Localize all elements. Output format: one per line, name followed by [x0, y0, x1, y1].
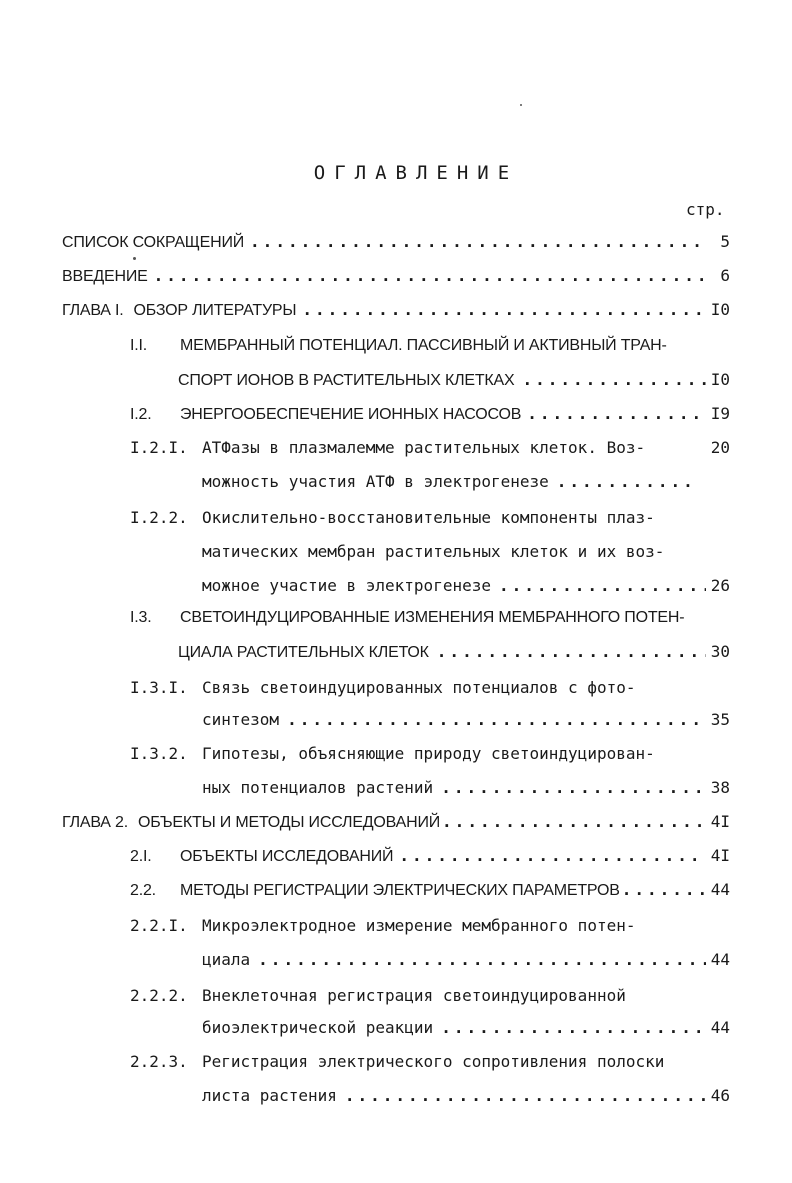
- toc-entry: [130, 878, 730, 902]
- toc-entry: [62, 264, 730, 288]
- scan-speck: [133, 257, 136, 260]
- toc-entry-continuation: [202, 776, 730, 800]
- leader-dots: [622, 878, 706, 902]
- toc-entry-number: 2.2.: [130, 882, 156, 899]
- toc-entry: [62, 810, 730, 834]
- toc-entry-title: ОБЪЕКТЫ И МЕТОДЫ ИССЛЕДОВАНИЙ: [137, 814, 441, 831]
- leader-dots: [437, 640, 706, 664]
- leader-dots: [399, 844, 706, 868]
- toc-entry-title-cont: ных потенциалов растений: [202, 778, 434, 797]
- scan-speck: [520, 104, 522, 106]
- toc-entry-page: 38: [710, 778, 730, 797]
- leader-dots: [499, 574, 706, 598]
- leader-dots: [441, 1016, 706, 1040]
- toc-entry: [130, 436, 730, 460]
- toc-entry: [62, 230, 730, 254]
- toc-entry-number: 2.I.: [130, 848, 152, 865]
- toc-entry: [130, 984, 690, 1008]
- toc-entry: [130, 914, 690, 938]
- toc-entry: [130, 334, 690, 358]
- toc-entry-title: Гипотезы, объясняющие природу светоиндуцирован-: [202, 744, 655, 763]
- leader-dots: [345, 1084, 706, 1108]
- toc-entry-page: 26: [710, 576, 730, 595]
- toc-entry-continuation: [202, 948, 730, 972]
- toc-entry: [130, 1050, 720, 1074]
- toc-entry-title-cont: можность участия АТФ в электрогенезе: [202, 472, 549, 491]
- toc-entry-title: Связь светоиндуцированных потенциалов с фото-: [202, 678, 636, 697]
- toc-entry-title: Окислительно-восстановительные компоненты плаз-: [202, 508, 655, 527]
- toc-entry-title: МЕМБРАННЫЙ ПОТЕНЦИАЛ. ПАССИВНЫЙ И АКТИВНЫЙ ТРАН-: [180, 337, 667, 354]
- leader-dots: [302, 298, 706, 322]
- toc-entry-page: 6: [720, 266, 730, 285]
- toc-entry-page: I9: [710, 404, 730, 423]
- toc-entry-number: 2.2.I.: [130, 916, 188, 935]
- leader-dots: [258, 948, 706, 972]
- toc-entry-title-cont: биоэлектрической реакции: [202, 1018, 434, 1037]
- toc-entry-number: I.2.: [130, 406, 152, 423]
- toc-entry-page: I0: [710, 370, 730, 389]
- leader-dots: [441, 776, 706, 800]
- toc-entry-title: МЕТОДЫ РЕГИСТРАЦИИ ЭЛЕКТРИЧЕСКИХ ПАРАМЕТРОВ: [180, 882, 620, 899]
- toc-entry-title-cont: можное участие в электрогенезе: [202, 576, 491, 595]
- toc-entry-continuation: [202, 1084, 730, 1108]
- toc-entry-title: Регистрация электрического сопротивления полоски: [202, 1052, 665, 1071]
- toc-entry-title: СПИСОК СОКРАЩЕНИЙ: [62, 234, 245, 251]
- toc-entry-page: 44: [710, 880, 730, 899]
- toc-entry: [130, 606, 690, 630]
- toc-entry-title-cont: ЦИАЛА РАСТИТЕЛЬНЫХ КЛЕТОК: [178, 644, 429, 661]
- toc-entry-continuation: [178, 368, 730, 392]
- toc-entry-title-cont: СПОРТ ИОНОВ В РАСТИТЕЛЬНЫХ КЛЕТКАХ: [178, 372, 515, 389]
- toc-entry-page: 4I: [710, 812, 730, 831]
- toc-entry-title-cont: циала: [202, 950, 251, 969]
- page-title: ОГЛАВЛЕНИЕ: [313, 162, 519, 184]
- toc-entry-number: I.I.: [130, 337, 147, 354]
- toc-entry-title: ЭНЕРГООБЕСПЕЧЕНИЕ ИОННЫХ НАСОСОВ: [180, 406, 522, 423]
- page-column-label: стр.: [686, 200, 725, 219]
- toc-entry-continuation: [202, 1016, 730, 1040]
- toc-entry-number: I.2.I.: [130, 438, 188, 457]
- leader-dots: [557, 470, 694, 494]
- leader-dots: [527, 402, 706, 426]
- toc-entry-continuation: [202, 470, 698, 494]
- toc-entry: [130, 676, 690, 700]
- toc-entry-title: Микроэлектродное измерение мембранного потен-: [202, 916, 636, 935]
- toc-entry: [130, 506, 704, 530]
- toc-entry-title-cont: матических мембран растительных клеток и их воз-: [202, 542, 665, 561]
- toc-entry-number: 2.2.3.: [130, 1052, 188, 1071]
- toc-entry-number: ГЛАВА I.: [62, 302, 124, 319]
- toc-entry-page: 4I: [710, 846, 730, 865]
- leader-dots: [442, 810, 706, 834]
- toc-entry: [130, 742, 704, 766]
- toc-entry: [130, 402, 730, 426]
- toc-entry: [62, 298, 730, 322]
- toc-entry-title: Внеклеточная регистрация светоиндуцированной: [202, 986, 626, 1005]
- toc-entry-page: I0: [710, 300, 730, 319]
- toc-entry-continuation: [202, 708, 730, 732]
- toc-entry-continuation: [202, 574, 730, 598]
- leader-dots: [522, 368, 706, 392]
- toc-entry-number: I.2.2.: [130, 508, 188, 527]
- toc-entry-title: СВЕТОИНДУЦИРОВАННЫЕ ИЗМЕНЕНИЯ МЕМБРАННОГО ПОТЕН-: [180, 609, 685, 626]
- toc-entry-page: 35: [710, 710, 730, 729]
- toc-entry-page: 30: [710, 642, 730, 661]
- toc-entry-page: 44: [710, 950, 730, 969]
- toc-entry-title: ОБЪЕКТЫ ИССЛЕДОВАНИЙ: [180, 848, 394, 865]
- toc-entry-number: I.3.: [130, 609, 152, 626]
- toc-entry: [130, 844, 730, 868]
- toc-entry-page: 46: [710, 1086, 730, 1105]
- toc-entry-page: 20: [710, 438, 730, 457]
- toc-entry-title: АТФазы в плазмалемме растительных клеток. Воз-: [202, 438, 646, 457]
- toc-entry-page: 44: [710, 1018, 730, 1037]
- leader-dots: [250, 230, 706, 254]
- toc-entry-continuation: [202, 540, 722, 564]
- toc-entry-title-cont: листа растения: [202, 1086, 337, 1105]
- toc-entry-number: I.3.I.: [130, 678, 188, 697]
- toc-entry-continuation: [178, 640, 730, 664]
- toc-entry-number: ГЛАВА 2.: [62, 814, 128, 831]
- toc-entry-number: I.3.2.: [130, 744, 188, 763]
- leader-dots: [154, 264, 706, 288]
- toc-entry-page: 5: [720, 232, 730, 251]
- leader-dots: [287, 708, 706, 732]
- toc-entry-title: ВВЕДЕНИЕ: [62, 268, 148, 285]
- toc-entry-title: ОБЗОР ЛИТЕРАТУРЫ: [133, 302, 297, 319]
- toc-entry-number: 2.2.2.: [130, 986, 188, 1005]
- toc-entry-title-cont: синтезом: [202, 710, 280, 729]
